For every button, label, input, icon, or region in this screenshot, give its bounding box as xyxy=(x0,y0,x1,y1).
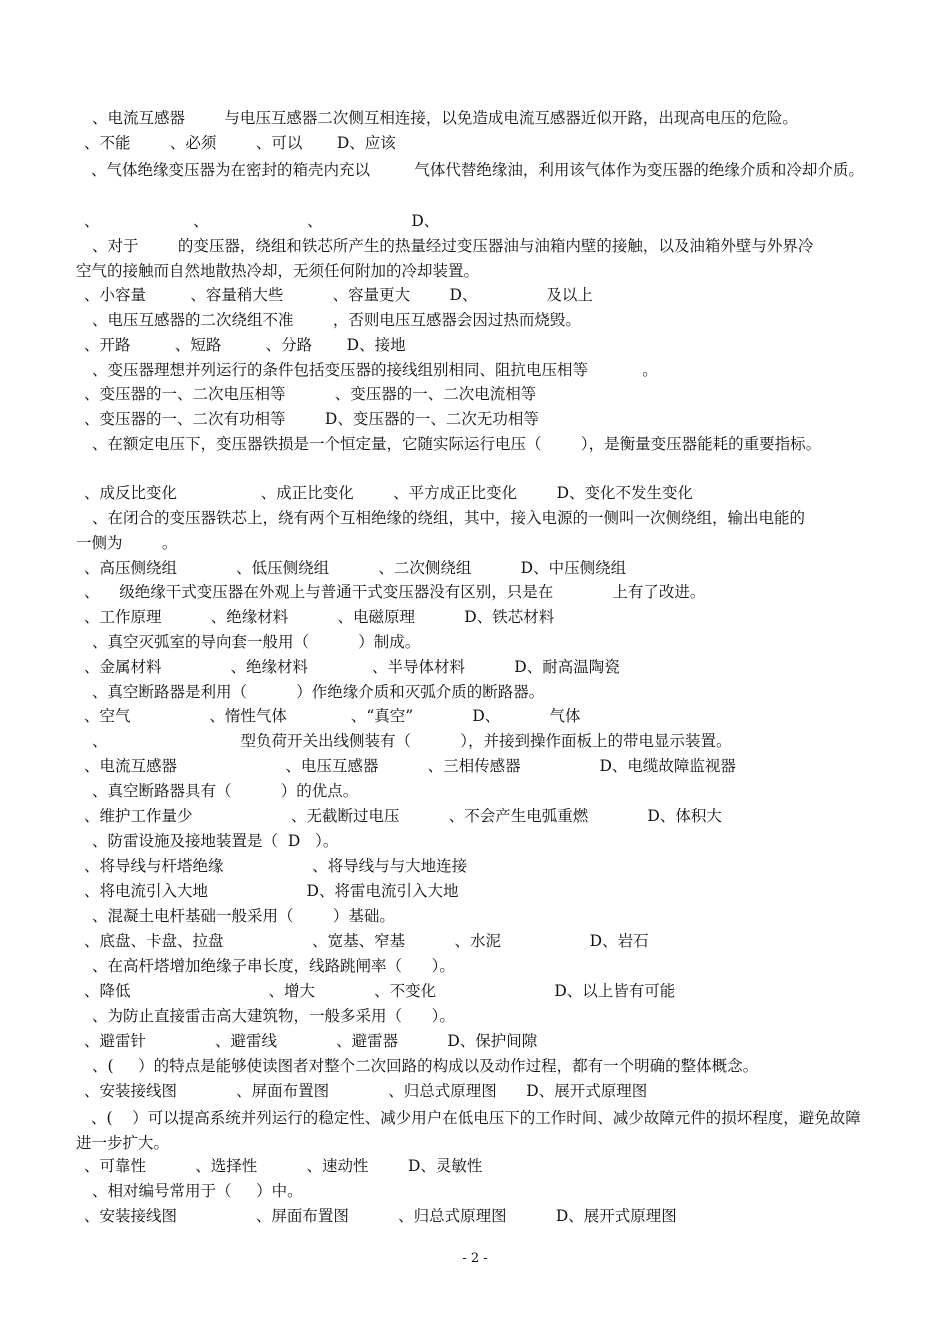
text-line: 、将电流引入大地 D、将雷电流引入大地 xyxy=(84,882,459,900)
text-line: 、在额定电压下，变压器铁损是一个恒定量，它随实际运行电压（ ），是衡量变压器能耗的重要指标。 xyxy=(92,435,822,453)
text-line: 、变压器的一、二次电压相等 、变压器的一、二次电流相等 xyxy=(84,385,537,403)
text-line: 、维护工作量少 、无截断过电压 、不会产生电弧重燃 D、体积大 xyxy=(84,807,722,825)
text-line: 、为防止直接雷击高大建筑物，一般多采用（ ）。 xyxy=(92,1007,455,1025)
text-line: 、电流互感器 、电压互感器 、三相传感器 D、电缆故障监视器 xyxy=(84,757,736,775)
text-line: 、在闭合的变压器铁芯上，绕有两个互相绝缘的绕组，其中，接入电源的一侧叫一次侧绕组，输出电能的 xyxy=(92,509,806,527)
text-line: 、变压器的一、二次有功相等 D、变压器的一、二次无功相等 xyxy=(84,410,539,428)
text-line: 、对于 的变压器，绕组和铁芯所产生的热量经过变压器油与油箱内壁的接触，以及油箱外壁与外界冷 xyxy=(92,237,814,255)
text-line: 、在高杆塔增加绝缘子串长度，线路跳闸率（ ）。 xyxy=(92,957,455,975)
text-line: 、真空灭弧室的导向套一般用（ ）制成。 xyxy=(92,633,421,651)
text-line: 空气的接触而自然地散热冷却，无须任何附加的冷却装置。 xyxy=(76,262,480,280)
text-line: 、相对编号常用于（ ）中。 xyxy=(92,1182,303,1200)
text-line: 、安装接线图 、屏面布置图 、归总式原理图 D、展开式原理图 xyxy=(84,1082,648,1100)
text-line: 一侧为 。 xyxy=(76,534,178,552)
text-line: 、电流互感器 与电压互感器二次侧互相连接，以免造成电流互感器近似开路，出现高电压的危险。 xyxy=(92,109,798,127)
text-line: 、真空断路器具有（ ）的优点。 xyxy=(92,782,359,800)
text-line: 、开路 、短路 、分路 D、接地 xyxy=(84,336,406,354)
text-line: 、 型负荷开关出线侧装有（ ），并接到操作面板上的带电显示装置。 xyxy=(92,732,732,750)
text-line: 、高压侧绕组 、低压侧绕组 、二次侧绕组 D、中压侧绕组 xyxy=(84,559,627,577)
text-paragraph: 、气体绝缘变压器为在密封的箱壳内充以 气体代替绝缘油，利用该气体作为变压器的绝缘介质和冷却介质。 xyxy=(91,161,864,179)
text-line: 、可靠性 、选择性 、速动性 D、灵敏性 xyxy=(84,1157,483,1175)
text-line: 、真空断路器是利用（ ）作绝缘介质和灭弧介质的断路器。 xyxy=(92,683,545,701)
text-line: 、小容量 、容量稍大些 、容量更大 D、 及以上 xyxy=(84,286,593,304)
text-paragraph: 、( ）可以提高系统并列运行的稳定性、减少用户在低电压下的工作时间、减少故障元件的损坏程度，避免故障进一步扩大。 xyxy=(76,1109,861,1152)
text-line: 、成反比变化 、成正比变化 、平方成正比变化 D、变化不发生变化 xyxy=(84,484,694,502)
text-line: 、 级绝缘干式变压器在外观上与普通干式变压器没有区别，只是在 上有了改进。 xyxy=(84,583,706,601)
text-line: 、混凝土电杆基础一般采用（ ）基础。 xyxy=(92,907,395,925)
text-line: 、避雷针 、避雷线 、避雷器 D、保护间隙 xyxy=(84,1032,538,1050)
text-line: 、将导线与杆塔绝缘 、将导线与与大地连接 xyxy=(84,857,468,875)
blank-option-line: 、 、 、 D、 xyxy=(84,212,440,230)
text-line: 、( ）的特点是能够使读图者对整个二次回路的构成以及动作过程，都有一个明确的整体概念。 xyxy=(92,1057,759,1075)
text-line: 、金属材料 、绝缘材料 、半导体材料 D、耐高温陶瓷 xyxy=(84,658,620,676)
text-line: 、不能 、必须 、可以 D、应该 xyxy=(84,134,396,152)
text-line: 、底盘、卡盘、拉盘 、宽基、窄基 、水泥 D、岩石 xyxy=(84,932,649,950)
text-line: 、空气 、惰性气体 、“真空” D、 气体 xyxy=(84,707,581,725)
text-line: 、电压互感器的二次绕组不准 ，否则电压互感器会因过热而烧毁。 xyxy=(92,311,581,329)
text-line: 、防雷设施及接地装置是（ D ）。 xyxy=(92,832,339,850)
text-line: 、降低 、增大 、不变化 D、以上皆有可能 xyxy=(84,982,676,1000)
text-line: 、工作原理 、绝缘材料 、电磁原理 D、铁芯材料 xyxy=(84,608,555,626)
text-line: 、变压器理想并列运行的条件包括变压器的接线组别相同、阻抗电压相等 。 xyxy=(92,361,658,379)
page-number: - 2 - xyxy=(462,1251,488,1266)
text-line: 、安装接线图 、屏面布置图 、归总式原理图 D、展开式原理图 xyxy=(84,1207,677,1225)
